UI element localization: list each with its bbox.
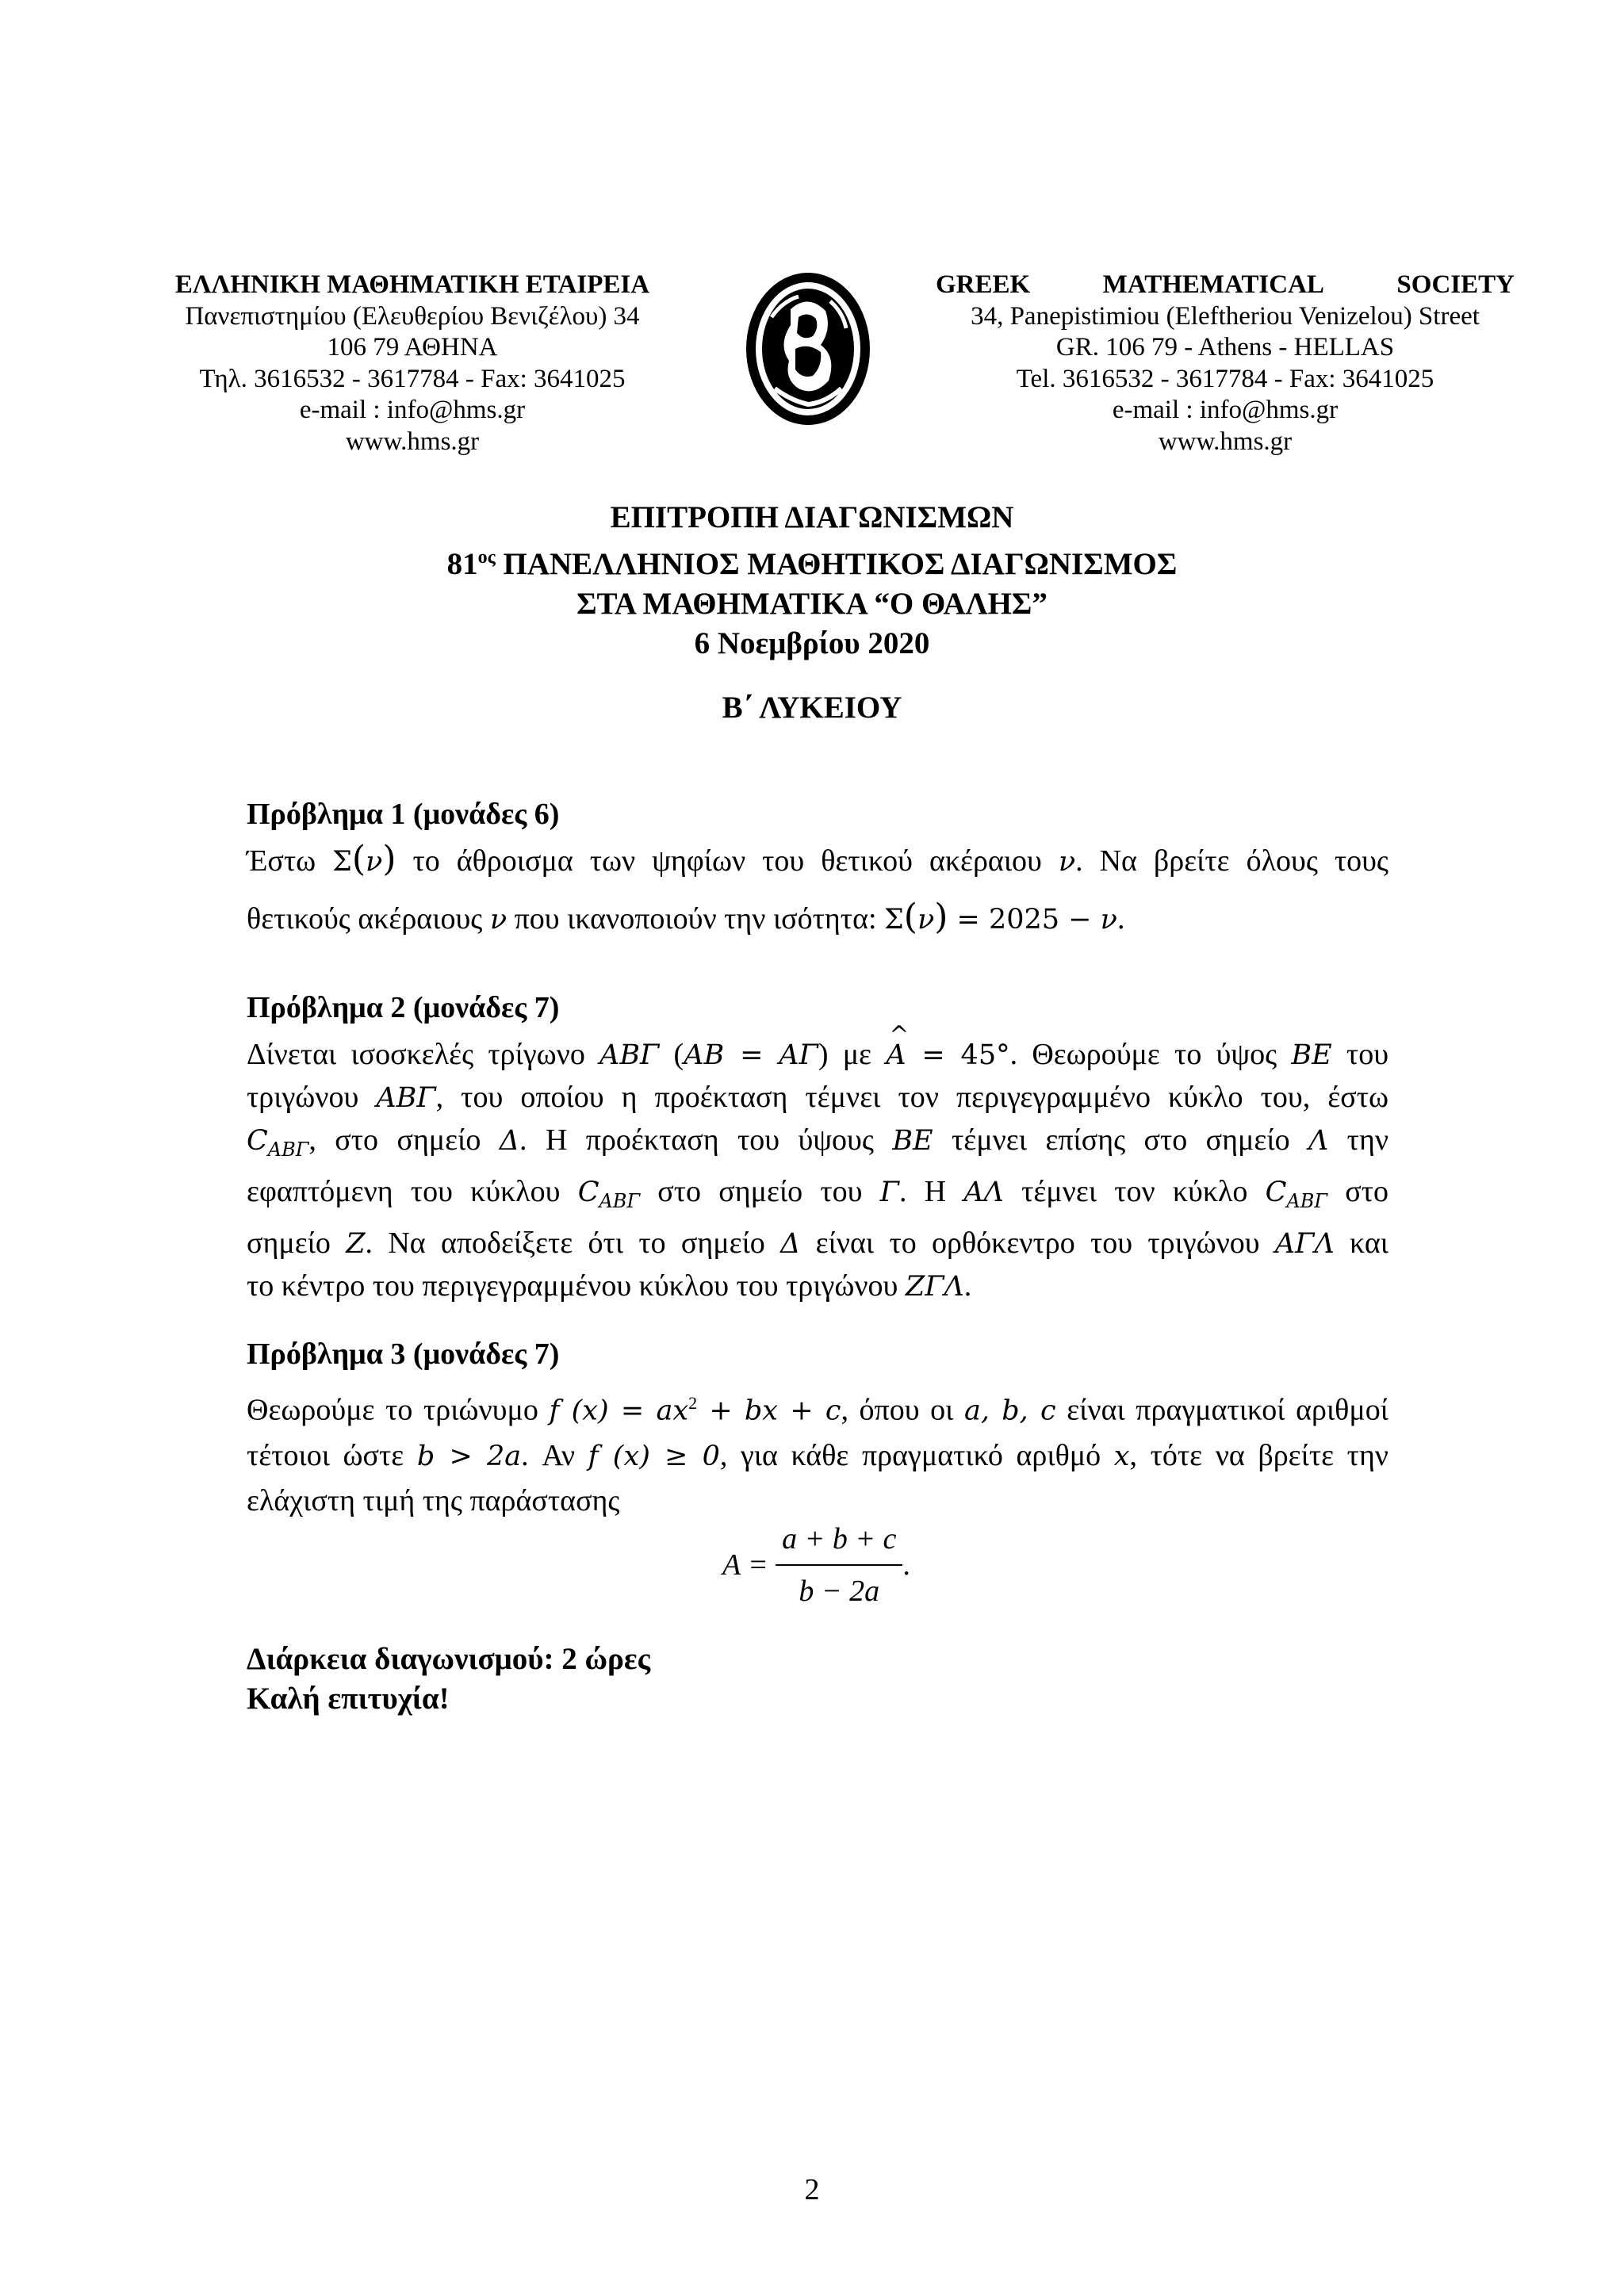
email-greek: e-mail : info@hms.gr xyxy=(299,396,526,424)
exam-footer xyxy=(247,1640,650,1719)
problem-1-line-2: θετικούς ακέραιους ν που ικανοποιούν την ισότητα: Σ(ν) = 2025 − ν. xyxy=(247,897,1125,937)
contest-titles xyxy=(0,498,1624,664)
problem-3 xyxy=(247,1332,1388,1610)
problem-2 xyxy=(247,987,1388,1308)
org-name-english: GREEK MATHEMATICAL SOCIETY xyxy=(936,270,1515,299)
org-name-greek: ΕΛΛΗΝΙΚΗ ΜΑΘΗΜΑΤΙΚΗ ΕΤΑΙΡΕΙΑ xyxy=(174,270,650,299)
committee-title: ΕΠΙΤΡΟΠΗ ΔΙΑΓΩΝΙΣΜΩΝ xyxy=(610,500,1014,534)
contest-date: 6 Νοεμβρίου 2020 xyxy=(694,626,930,660)
problem-2-line-4: εφαπτόμενη του κύκλου $C_{AB\Gamma}$ στο σημείο του Γ. Η ΑΛ τέμνει τον κύκλο $C_{AB\Gamma}$ στο xyxy=(247,1175,1389,1212)
page-number: 2 xyxy=(804,2173,820,2206)
ancient-coin-seal-icon xyxy=(743,270,874,428)
problem-1-title: Πρόβλημα 1 (μονάδες 6) xyxy=(247,798,560,831)
problem-3-line-2: τέτοιοι ώστε b > 2a. Αν f (x) ≥ 0, για κάθε πραγματικό αριθμό x, τότε να βρείτε την xyxy=(247,1438,1388,1472)
problem-3-line-3: ελάχιστη τιμή της παράστασης xyxy=(247,1483,620,1517)
phone-greek: Τηλ. 3616532 - 3617784 - Fax: 3641025 xyxy=(199,364,626,393)
problem-3-line-1: Θεωρούμε το τριώνυμο f $(x) = ax^2$ + bx + c, όπου οι a, b, c είναι πραγματικοί αριθμοί xyxy=(247,1393,1388,1427)
exam-duration: Διάρκεια διαγωνισμού: 2 ώρες xyxy=(247,1642,651,1676)
address-greek: Πανεπιστημίου (Ελευθερίου Βενιζέλου) 34 xyxy=(185,301,640,331)
grade-level: Β΄ ΛΥΚΕΙΟΥ xyxy=(722,691,902,725)
problem-2-title: Πρόβλημα 2 (μονάδες 7) xyxy=(247,991,560,1024)
header-left xyxy=(143,270,682,457)
email-english: e-mail : info@hms.gr xyxy=(1112,396,1339,424)
problem-2-line-5: σημείο Ζ. Να αποδείξετε ότι το σημείο Δ είναι το ορθόκεντρο του τριγώνου ΑΓΛ και xyxy=(247,1226,1388,1260)
phone-english: Tel. 3616532 - 3617784 - Fax: 3641025 xyxy=(1016,364,1434,393)
problem-1 xyxy=(247,797,1388,943)
problem-2-line-2: τριγώνου ΑΒΓ, του οποίου η προέκταση τέμνει τον περιγεγραμμένο κύκλο του, έστω xyxy=(247,1081,1388,1114)
city-greek: 106 79 ΑΘΗΝΑ xyxy=(327,333,498,362)
website-english: www.hms.gr xyxy=(1158,427,1293,456)
fraction: $\frac{a + b + c}{b - 2a}$ xyxy=(776,1517,902,1613)
problem-2-line-3: $C_{AB\Gamma}$, στο σημείο Δ. Η προέκταση του ύψους ΒΕ τέμνει επίσης στο σημείο Λ την xyxy=(247,1123,1389,1161)
problem-2-line-6: το κέντρο του περιγεγραμμένου κύκλου του τριγώνου ΖΓΛ. xyxy=(247,1269,972,1303)
contest-subject: ΣΤΑ ΜΑΘΗΜΑΤΙΚΑ “Ο ΘΑΛΗΣ” xyxy=(576,587,1048,621)
address-english: 34, Panepistimiou (Eleftheriou Venizelou) Street xyxy=(971,301,1480,331)
good-luck: Καλή επιτυχία! xyxy=(247,1682,450,1716)
problem-3-title: Πρόβλημα 3 (μονάδες 7) xyxy=(247,1337,560,1371)
website-greek: www.hms.gr xyxy=(345,427,480,456)
problem-2-line-1: Δίνεται ισοσκελές τρίγωνο ΑΒΓ (ΑΒ = ΑΓ) με ^ Α = 45°. Θεωρούμε το ύψος ΒΕ του xyxy=(247,1034,1388,1077)
header-right xyxy=(936,270,1515,457)
problem-1-line-1: Έστω Σ(ν) το άθροισμα των ψηφίων του θετικού ακέραιου ν. Να βρείτε όλους τους xyxy=(247,839,1388,879)
contest-title: $81^{o\varsigma}$ ΠΑΝΕΛΛΗΝΙΟΣ ΜΑΘΗΤΙΚΟΣ ΔΙΑΓΩΝΙΣΜΟΣ xyxy=(446,547,1178,581)
city-english: GR. 106 79 - Athens - HELLAS xyxy=(1055,333,1395,362)
fraction-expression: A = $\frac{a + b + c}{b - 2a}$ . xyxy=(247,1523,1388,1610)
